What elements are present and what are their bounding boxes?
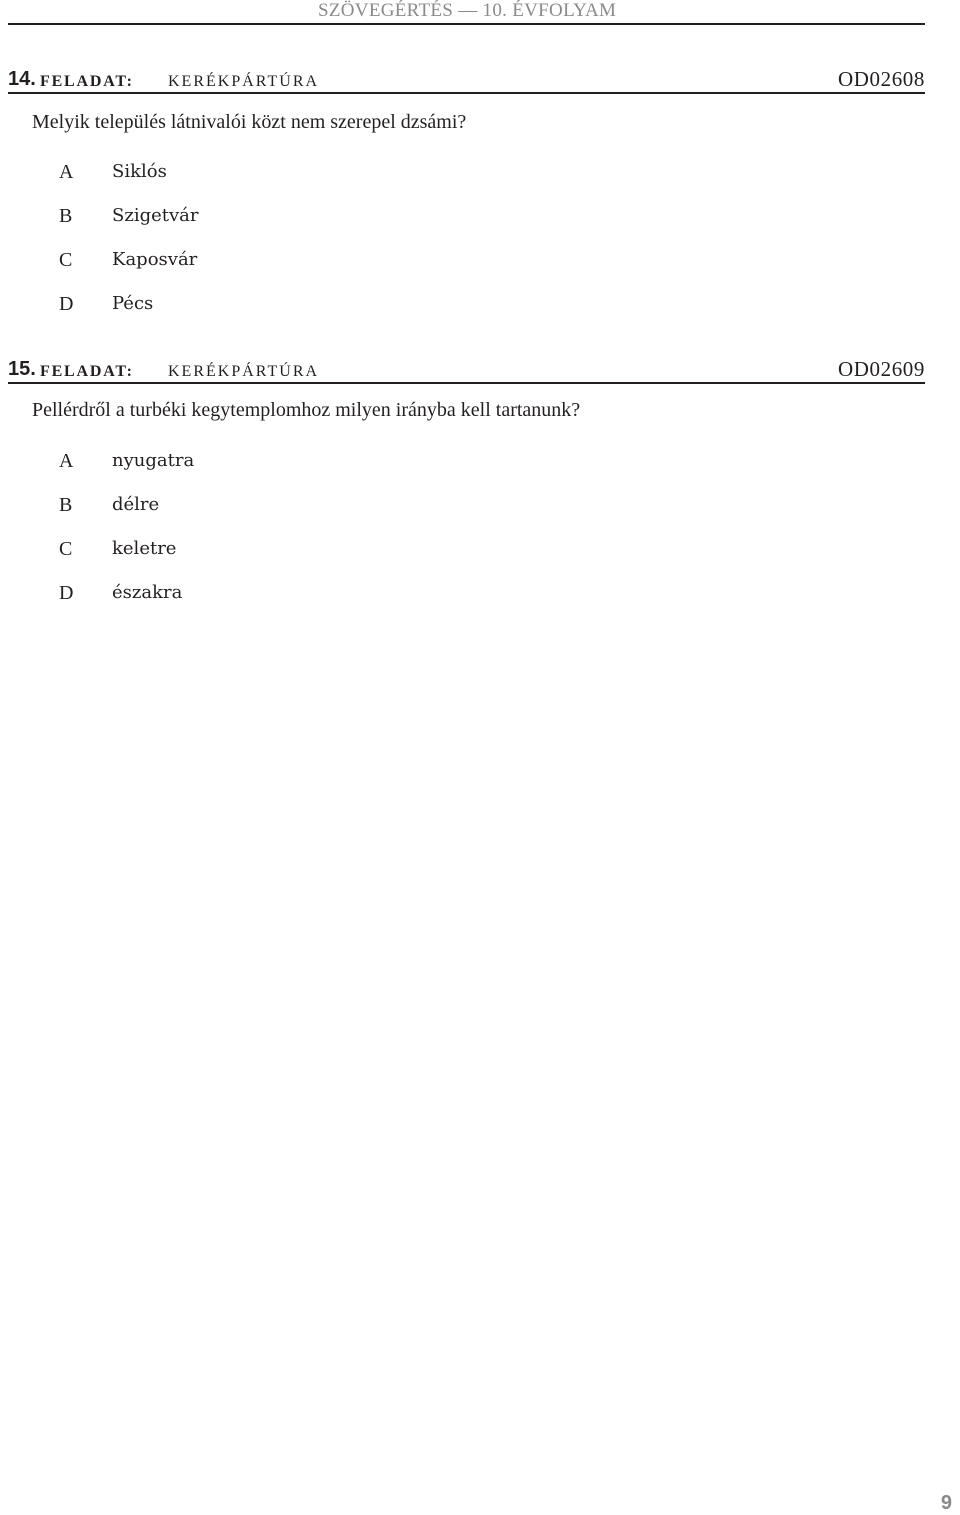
answer-option-d[interactable]	[8, 293, 608, 321]
option-text: Kaposvár	[112, 249, 198, 270]
answer-option-a[interactable]	[8, 450, 608, 478]
task-topic: KERÉKPÁRTÚRA	[168, 363, 320, 380]
option-text: Siklós	[112, 161, 167, 182]
option-letter: B	[59, 205, 73, 227]
task-heading	[8, 64, 925, 94]
option-letter: D	[59, 582, 74, 604]
option-letter: A	[59, 450, 74, 472]
task-14	[8, 64, 925, 315]
option-letter: A	[59, 161, 74, 183]
task-number: 15.	[8, 358, 36, 380]
option-letter: C	[59, 249, 73, 271]
task-code: OD02608	[837, 67, 925, 91]
task-label: FELADAT:	[40, 73, 134, 90]
task-15	[8, 354, 925, 604]
answer-option-b[interactable]	[8, 205, 608, 233]
answer-option-a[interactable]	[8, 161, 608, 189]
task-number: 14.	[8, 68, 36, 90]
option-letter: C	[59, 538, 73, 560]
answer-option-c[interactable]	[8, 249, 608, 277]
option-text: Pécs	[112, 293, 154, 314]
option-text: keletre	[112, 538, 177, 559]
option-text: délre	[112, 494, 160, 515]
task-heading	[8, 354, 925, 384]
answer-option-b[interactable]	[8, 494, 608, 522]
page-number: 9	[940, 1492, 952, 1514]
task-topic: KERÉKPÁRTÚRA	[168, 73, 320, 90]
header-divider	[8, 23, 925, 25]
option-text: északra	[112, 582, 183, 603]
option-letter: B	[59, 494, 73, 516]
answer-option-c[interactable]	[8, 538, 608, 566]
option-text: nyugatra	[112, 450, 195, 471]
task-code: OD02609	[837, 357, 925, 381]
question-text: Pellérdről a turbéki kegytemplomhoz milyen irányba kell tartanunk?	[32, 399, 581, 421]
option-text: Szigetvár	[112, 205, 199, 226]
option-letter: D	[59, 293, 74, 315]
running-header: SZÖVEGÉRTÉS — 10. ÉVFOLYAM	[318, 0, 617, 21]
question-text: Melyik település látnivalói közt nem szerepel dzsámi?	[32, 111, 467, 133]
task-label: FELADAT:	[40, 363, 134, 380]
answer-option-d[interactable]	[8, 582, 608, 610]
